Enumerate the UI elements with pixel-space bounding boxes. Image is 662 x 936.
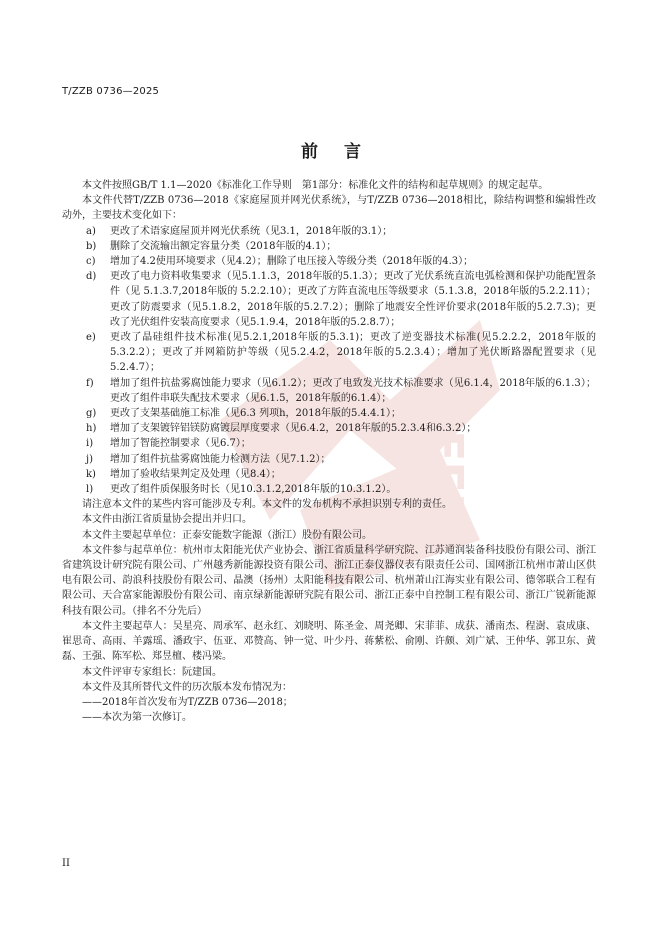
list-item-text: 更改了组件质保服务时长（见10.3.1.2,2018年版的10.3.1.2）。 xyxy=(110,484,397,496)
patent-notice: 请注意本文件的某些内容可能涉及专利。本文件的发布机构不承担识别专利的责任。 xyxy=(82,499,452,511)
list-marker: d) xyxy=(86,271,97,283)
list-item xyxy=(62,269,596,330)
list-marker: h) xyxy=(86,423,97,435)
list-item-text: 增加了组件抗盐雾腐蚀能力要求（见6.1.2）；更改了电致发光技术标准要求（见6.1.4，2018年版的6.1.3）；更改了组件串联失配技术要求（见6.1.5，2018年版的6.1.4）； xyxy=(110,377,596,404)
version-history-item: ——本次为第一次修订。 xyxy=(82,712,192,724)
list-item xyxy=(62,224,596,239)
list-item-text: 增加了4.2使用环境要求（见4.2）；删除了电压接入等级分类（2018年版的4.3）； xyxy=(110,256,474,268)
list-marker: e) xyxy=(86,332,96,344)
proposer-paragraph: 本文件由浙江省质量协会提出并归口。 xyxy=(82,514,252,526)
list-marker: f) xyxy=(86,377,94,389)
list-item xyxy=(62,421,596,436)
list-item-text: 增加了支架镀锌铝镁防腐镀层厚度要求（见6.4.2，2018年版的5.2.3.4和6.3.2）； xyxy=(110,423,477,435)
list-marker: i) xyxy=(86,438,94,450)
change-list xyxy=(62,224,596,498)
list-item xyxy=(62,406,596,421)
document-code: T/ZZB 0736—2025 xyxy=(62,86,160,97)
list-item-text: 增加了验收结果判定及处理（见8.4）； xyxy=(110,468,281,480)
list-item xyxy=(62,482,596,497)
version-history-intro: 本文件及其所替代文件的历次版本发布情况为： xyxy=(82,681,292,693)
list-item xyxy=(62,330,596,376)
list-marker: l) xyxy=(86,484,94,496)
list-item-text: 增加了智能控制要求（见6.7）； xyxy=(110,438,251,450)
list-marker: j) xyxy=(86,453,94,465)
main-drafting-unit: 本文件主要起草单位：正泰安能数字能源（浙江）股份有限公司。 xyxy=(82,529,372,541)
list-item-text: 增加了组件抗盐雾腐蚀能力检测方法（见7.1.2）； xyxy=(110,453,331,465)
list-marker: g) xyxy=(86,408,97,420)
list-item-text: 删除了交流输出额定容量分类（2018年版的4.1）； xyxy=(110,240,337,252)
list-item xyxy=(62,254,596,269)
list-item xyxy=(62,436,596,451)
participating-units: 本文件参与起草单位：杭州市太阳能光伏产业协会、浙江省质量科学研究院、江苏通润装备科技股份有限公司、浙江省建筑设计研究院有限公司、广州越秀新能源投资有限公司、浙江正泰仪器仪表有限责任公司、国网浙江杭州市萧山区供电有限公司、韵浪科技股份有限公司、晶澳（扬州）太阳能科技有限公司、杭州萧山江海实业有限公司、德邻联合工程有限公司、天合富家能源股份有限公司、南京绿新能源研究院有限公司、浙江正泰中自控制工程有限公司、浙江广锐新能源科技有限公司。（排名不分先后） xyxy=(62,544,596,617)
review-leader: 本文件评审专家组长：阮建国。 xyxy=(82,666,222,678)
list-item-text: 更改了晶硅组件技术标准(见5.2.1,2018年版的5.3.1)；更改了逆变器技术标准(见5.2.2.2，2018年版的5.3.2.2）；更改了并网箱防护等级（见5.2.4.2，2018年版的5.2.3.4）；增加了光伏断路器配置要求（见5.2.4.7）； xyxy=(110,332,596,374)
main-drafters: 本文件主要起草人：吴星亮、周承军、赵永红、刘晓明、陈圣金、周尧卿、宋菲菲、成获、潘南杰、程澍、袁成康、崔思奇、高雨、羊露瑶、潘政宇、伍亚、邓赞高、钟一觉、叶少丹、蒋紫松、俞刚、许颇、刘广斌、王仲华、郭卫东、黄磊、王强、陈军松、郑昱檀、楼冯梁。 xyxy=(62,620,596,663)
svg-text:EFIN: EFIN xyxy=(419,430,473,549)
list-item-text: 更改了术语家庭屋顶并网光伏系统（见3.1，2018年版的3.1）； xyxy=(110,225,393,237)
paragraph: 本文件按照GB/T 1.1—2020《标准化工作导则 第1部分：标准化文件的结构和起草规则》的规定起草。 xyxy=(82,180,549,191)
page-number: II xyxy=(62,858,70,869)
list-item-text: 更改了电力资料收集要求（见5.1.1.3，2018年版的5.1.3）；更改了光伏系统直流电弧检测和保护功能配置条件（见 5.1.3.7,2018年版的 5.2.2.10）；更改了方阵直流电压等级要求（5.1.3.8，2018年版的5.2.2.11）；更改了防震要求（见5.1.8.2，2018年版的5.2.7.2）；删除了地震安全性评价要求(2018年版的5.2.7.3)；更改了光伏组件安装高度要求（见5.1.9.4，2018年版的5.2.8.7）； xyxy=(110,271,596,328)
list-item xyxy=(62,376,596,406)
section-title: 前言 xyxy=(301,142,387,162)
list-marker: k) xyxy=(86,468,96,480)
list-item-text: 更改了支架基础施工标准（见6.3 列项h，2018年版的5.4.4.1）； xyxy=(110,408,401,420)
list-marker: b) xyxy=(86,240,97,252)
list-item xyxy=(62,452,596,467)
list-marker: c) xyxy=(86,256,96,268)
paragraph: 本文件代替T/ZZB 0736—2018《家庭屋顶并网光伏系统》，与T/ZZB 0736—2018相比，除结构调整和编辑性改动外，主要技术变化如下： xyxy=(62,195,596,222)
list-item xyxy=(62,239,596,254)
list-marker: a) xyxy=(86,225,96,237)
foreword-body xyxy=(62,178,596,725)
version-history-item: ——2018年首次发布为T/ZZB 0736—2018； xyxy=(82,696,293,708)
list-item xyxy=(62,467,596,482)
